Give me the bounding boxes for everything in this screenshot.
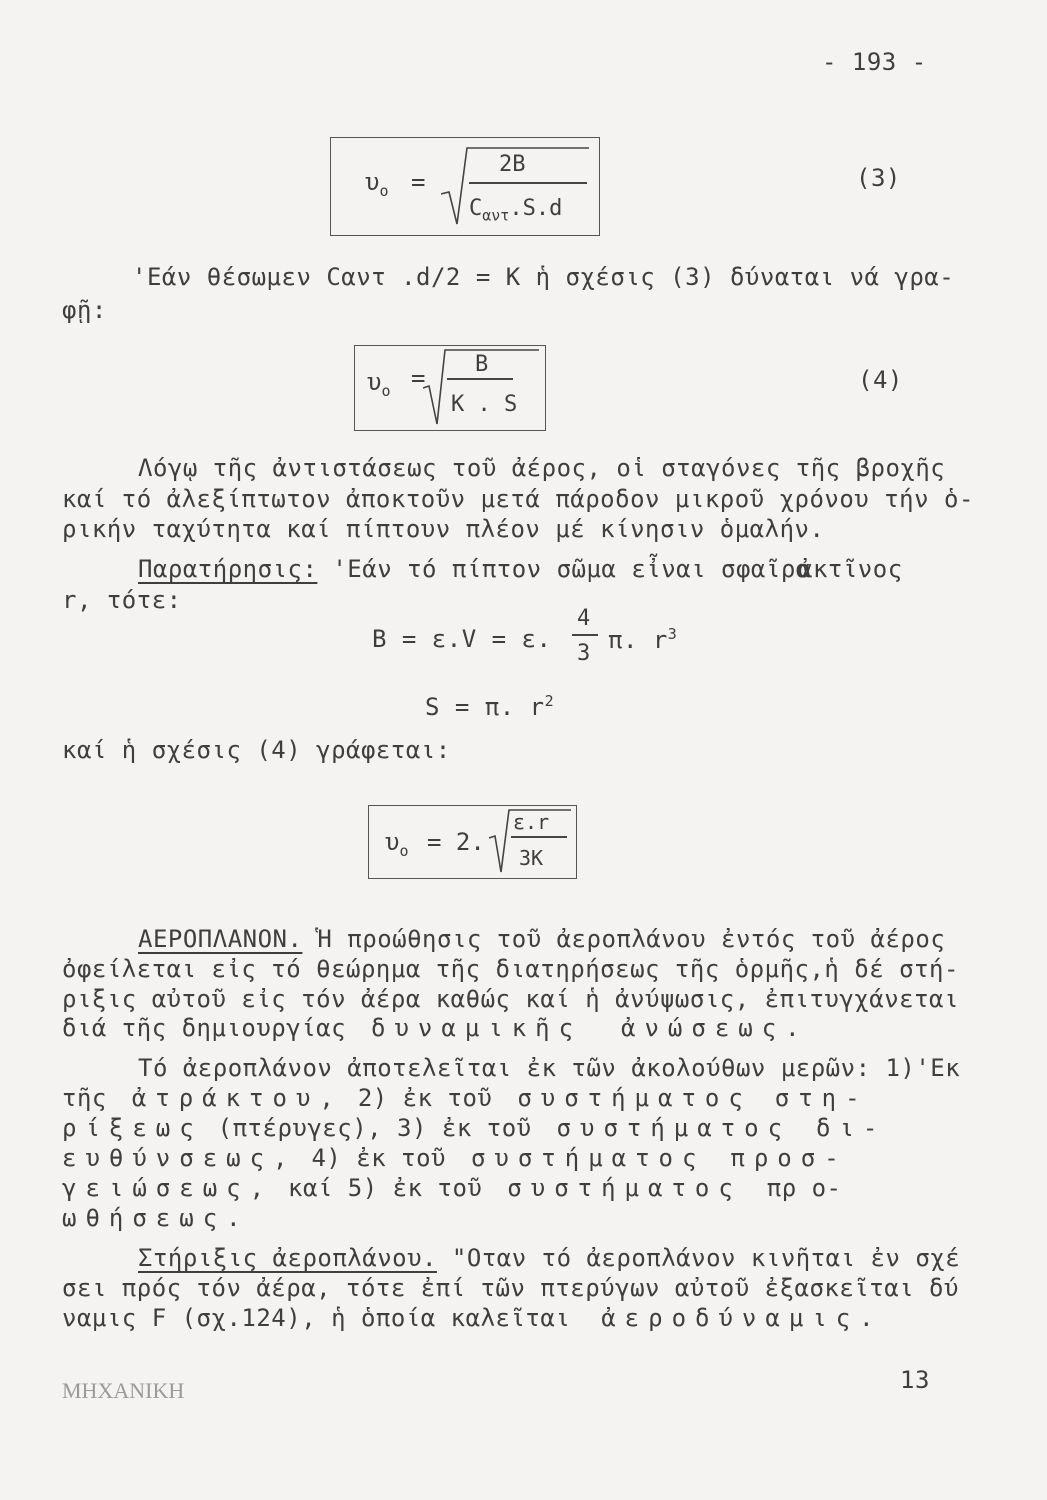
paragraph-4-line-1: καί ἡ σχέσις (4) γράφεται: — [62, 736, 451, 764]
paragraph-3-line-1: Παρατήρησις: 'Εάν τό πίπτον σῶμα εἶναι σφαῖρα — [138, 555, 811, 583]
support-heading: Στήριξις ἀεροπλάνου. — [138, 1244, 437, 1272]
eq-volume-num: 4 — [577, 606, 591, 631]
paragraph-6-line-6: ωθήσεως. — [62, 1204, 250, 1232]
page-number-header: - 193 - — [822, 48, 927, 76]
eq3-denominator: $C_{\alpha\nu\tau}.S.d$ — [469, 196, 563, 225]
eq4-lhs: $\upsilon_o$ — [367, 368, 391, 400]
equation-4-box — [354, 345, 546, 431]
paragraph-2-line-1: Λόγῳ τῆς ἀντιστάσεως τοῦ ἀέρος, οἱ σταγόνες τῆς βροχῆς — [138, 454, 946, 482]
eq5-denominator: 3K — [519, 846, 544, 870]
paragraph-5-line-2: ὀφείλεται εἰς τό θεώρημα τῆς διατηρήσεως τῆς ὁρμῆς,ἡ δέ στή- — [62, 955, 959, 983]
eq-volume-den: 3 — [577, 641, 591, 666]
paragraph-6-line-4: ευθύνσεως, 4) ἐκ τοῦ συστήματος προσ- — [62, 1144, 848, 1172]
footer-title: ΜΗΧΑΝΙΚΗ — [62, 1378, 185, 1403]
paragraph-1-line-1: 'Εάν θέσωμεν Cαντ .d/2 = K ἡ σχέσις (3) δύναται νά γρα- — [132, 263, 955, 291]
eq5-numerator: ε.r — [513, 810, 550, 834]
equation-5-box — [368, 805, 577, 879]
paragraph-1-line-2: φῇ: — [62, 296, 107, 324]
eq3-equals: = — [411, 168, 426, 196]
eq5-lhs: $\upsilon_o$ — [385, 828, 409, 860]
paragraph-2-line-3: ρικήν ταχύτητα καί πίπτουν πλέον μέ κίνησιν ὁμαλήν. — [62, 515, 825, 543]
paragraph-6-line-5: γειώσεως, καί 5) ἐκ τοῦ συστήματος πρ ο- — [62, 1174, 842, 1202]
eq5-equals: = 2. — [427, 828, 485, 856]
eq-volume-left: B = ε.V = ε. — [372, 625, 552, 653]
paragraph-2-line-2: καί τό ἀλεξίπτωτον ἀποκτοῦν μετά πάροδον μικροῦ χρόνου τήν ὁ- — [62, 485, 974, 513]
eq-volume-right: π. $r^3$ — [608, 625, 678, 654]
eq4-denominator: K . S — [451, 392, 518, 417]
paragraph-5-line-1: ΑΕΡΟΠΛΑΝΟΝ. Ἡ προώθησις τοῦ ἀεροπλάνου ἐντός τοῦ ἀέρος — [138, 925, 946, 953]
eq4-equals: = — [411, 364, 426, 392]
footer-page-number: 13 — [900, 1366, 930, 1394]
eq3-fraction-bar — [469, 182, 587, 184]
equation-4-label: (4) — [858, 366, 903, 394]
paragraph-7-line-1: Στήριξις ἀεροπλάνου. "Οταν τό ἀεροπλάνον κινῆται ἐν σχέ — [138, 1244, 961, 1272]
remark-heading: Παρατήρησις: — [138, 555, 318, 583]
eq3-lhs: $\upsilon_o$ — [365, 168, 389, 200]
equation-3-label: (3) — [856, 164, 901, 192]
radius-word: ἀκτῖνος — [798, 555, 903, 583]
eq-area: S = π. $r^2$ — [425, 692, 555, 721]
eq-volume-fraction-bar — [572, 634, 598, 636]
airplane-heading: ΑΕΡΟΠΛΑΝΟΝ. — [138, 925, 303, 953]
paragraph-7-line-3: ναμις F (σχ.124), ἡ ὁποία καλεῖται ἀεροδύναμις. — [62, 1304, 883, 1332]
paragraph-5-line-4: διά τῆς δημιουργίας δυναμικῆς ἀνώσεως. — [62, 1014, 809, 1042]
paragraph-6-line-1: Τό ἀεροπλάνον ἀποτελεῖται ἐκ τῶν ἀκολούθων μερῶν: 1)'Εκ — [138, 1054, 961, 1082]
eq5-fraction-bar — [511, 836, 567, 838]
paragraph-7-line-2: σει πρός τόν ἀέρα, τότε ἐπί τῶν πτερύγων αὐτοῦ ἐξασκεῖται δύ — [62, 1274, 959, 1302]
paragraph-5-line-3: ριξις αὐτοῦ εἰς τόν ἀέρα καθώς καί ἡ ἀνύψωσις, ἐπιτυγχάνεται — [62, 985, 959, 1013]
paragraph-6-line-2: τῆς ἀτράκτου, 2) ἐκ τοῦ συστήματος στη- — [62, 1084, 869, 1112]
paragraph-6-line-3: ρίξεως (πτέρυγες), 3) ἐκ τοῦ συστήματος δι- — [62, 1114, 887, 1142]
eq4-numerator: B — [475, 352, 489, 377]
equation-3-box — [330, 137, 600, 236]
paragraph-3-line-2: r, τότε: — [62, 586, 182, 614]
eq3-numerator: 2B — [499, 152, 526, 177]
eq4-fraction-bar — [447, 378, 513, 380]
